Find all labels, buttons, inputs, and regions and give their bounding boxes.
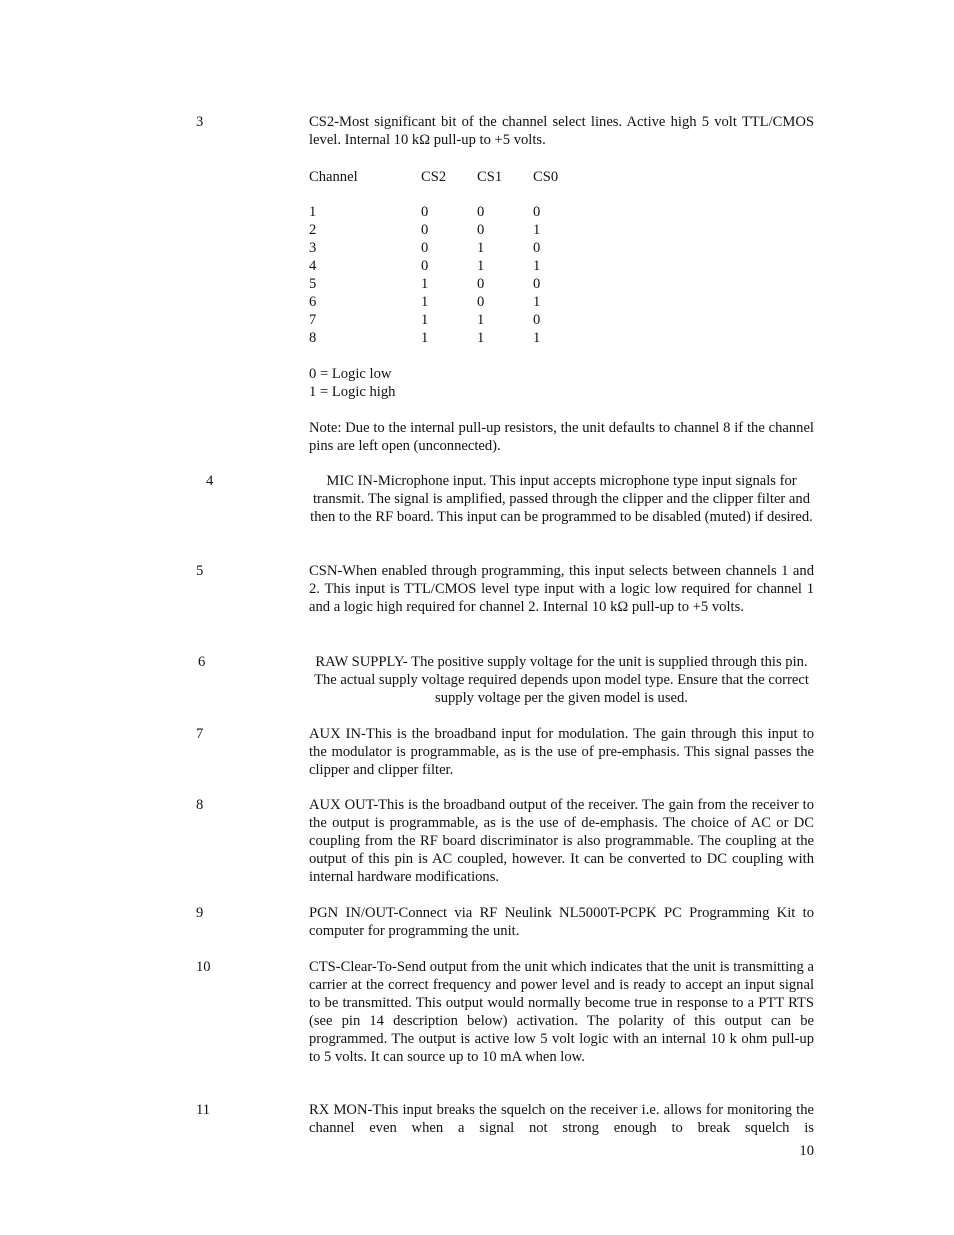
cell: 1 [421, 312, 429, 328]
cell: 2 [309, 222, 317, 238]
cell: 1 [309, 204, 317, 220]
pin-10-description: CTS-Clear-To-Send output from the unit which indicates that the unit is transmitting a carrier at the correct frequency and power level and is ready to accept an input signal to be transmitted. This output would normally become true in response to a PTT RTS (see pin 14 description below) activation. The polarity of this output can be programmed. The output is active low 5 volt logic with an internal 10 k ohm pull-up to 5 volts. It can source up to 10 mA when low. [309, 959, 814, 1065]
pin-3-note: Note: Due to the internal pull-up resistors, the unit defaults to channel 8 if the channel pins are left open (unconnected). [309, 420, 814, 454]
cell: 1 [477, 312, 485, 328]
pin-11-description: RX MON-This input breaks the squelch on the receiver i.e. allows for monitoring the channel even when a signal not strong enough to break squelch is [309, 1102, 814, 1136]
pin-number-5: 5 [196, 563, 204, 579]
cell: 6 [309, 294, 317, 310]
cell: 1 [533, 330, 541, 346]
pin-7-description: AUX IN-This is the broadband input for modulation. The gain through this input to the modulator is programmable, as is the use of pre-emphasis. This signal passes the clipper and clipper filter. [309, 726, 814, 778]
cell: 0 [533, 204, 541, 220]
table-row [309, 239, 573, 257]
pin-4-description: MIC IN-Microphone input. This input accepts microphone type input signals for transmit. The signal is amplified, passed through the clipper and the clipper filter and then to the RF board. This input can be programmed to be disabled (muted) if desired. [310, 473, 813, 525]
pin-3-description: CS2-Most significant bit of the channel select lines. Active high 5 volt TTL/CMOS level. Internal 10 kΩ pull-up to +5 volts. [309, 114, 814, 148]
pin-8-description: AUX OUT-This is the broadband output of the receiver. The gain from the receiver to the output is programmable, as is the use of de-emphasis. The choice of AC or DC coupling from the RF board discriminator is also programmable. The coupling at the output of this pin is AC coupled, however. It can be converted to DC coupling with internal hardware modifications. [309, 797, 814, 885]
pin-number-11: 11 [196, 1102, 211, 1118]
cell: 5 [309, 276, 317, 292]
pin-number-8: 8 [196, 797, 204, 813]
table-row [309, 311, 573, 329]
pin-number-10: 10 [196, 959, 211, 975]
channel-table-header [309, 168, 573, 186]
cell: 0 [421, 222, 429, 238]
cell: 0 [477, 276, 485, 292]
pin-number-6: 6 [198, 654, 206, 670]
cell: 0 [477, 294, 485, 310]
pin-9-description: PGN IN/OUT-Connect via RF Neulink NL5000T-PCPK PC Programming Kit to computer for programming the unit. [309, 905, 814, 939]
cell: 1 [477, 258, 485, 274]
cell: 1 [533, 222, 541, 238]
cell: 4 [309, 258, 317, 274]
pin-number-9: 9 [196, 905, 204, 921]
table-row [309, 329, 573, 347]
header-cs2: CS2 [421, 169, 447, 185]
cell: 8 [309, 330, 317, 346]
header-cs0: CS0 [533, 169, 559, 185]
cell: 0 [533, 276, 541, 292]
cell: 0 [421, 240, 429, 256]
cell: 1 [421, 294, 429, 310]
cell: 1 [533, 294, 541, 310]
cell: 0 [421, 258, 429, 274]
pin-number-7: 7 [196, 726, 204, 742]
logic-high-legend: 1 = Logic high [309, 384, 396, 400]
cell: 1 [533, 258, 541, 274]
header-channel: Channel [309, 169, 358, 185]
cell: 1 [421, 276, 429, 292]
channel-select-table [309, 168, 573, 347]
logic-low-legend: 0 = Logic low [309, 366, 392, 382]
cell: 1 [421, 330, 429, 346]
cell: 3 [309, 240, 317, 256]
table-row [309, 293, 573, 311]
cell: 0 [533, 240, 541, 256]
cell: 0 [477, 204, 485, 220]
cell: 7 [309, 312, 317, 328]
pin-6-description: RAW SUPPLY- The positive supply voltage for the unit is supplied through this pin. The actual supply voltage required depends upon model type. Ensure that the correct supply voltage per the given model is used. [314, 654, 809, 706]
header-cs1: CS1 [477, 169, 503, 185]
page-number: 10 [799, 1143, 814, 1159]
pin-5-description: CSN-When enabled through programming, this input selects between channels 1 and 2. This input is TTL/CMOS level type input with a logic low required for channel 1 and a logic high required for channel 2. Internal 10 kΩ pull-up to +5 volts. [309, 563, 814, 615]
cell: 0 [533, 312, 541, 328]
table-row [309, 203, 573, 221]
cell: 1 [477, 330, 485, 346]
table-row [309, 275, 573, 293]
table-row [309, 257, 573, 275]
cell: 0 [477, 222, 485, 238]
pin-number-3: 3 [196, 114, 204, 130]
table-row [309, 221, 573, 239]
pin-number-4: 4 [206, 473, 214, 489]
cell: 0 [421, 204, 429, 220]
cell: 1 [477, 240, 485, 256]
